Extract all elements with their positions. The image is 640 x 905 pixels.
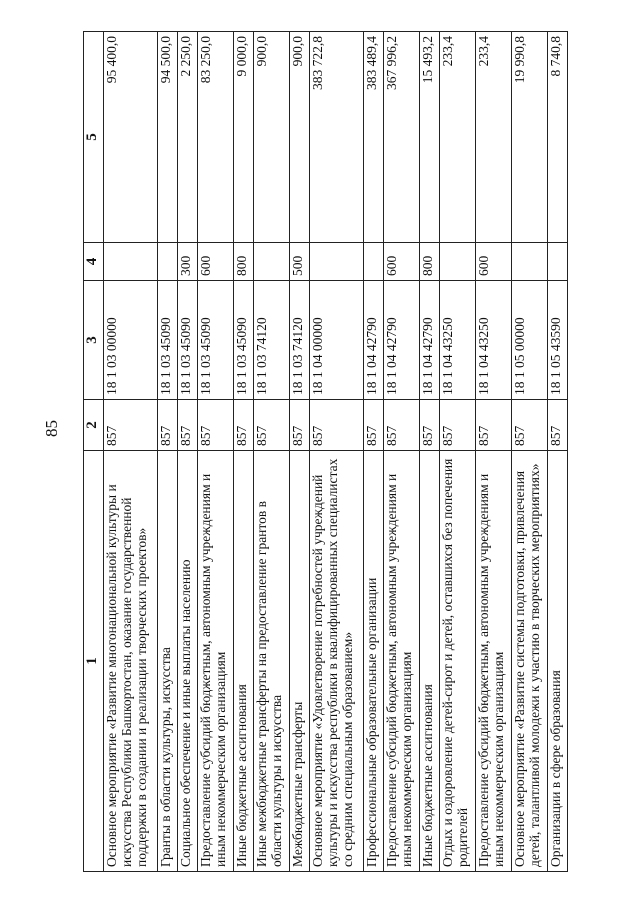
row-name: Гранты в области культуры, искусства — [158, 451, 178, 872]
row-name: Основное мероприятие «Развитие многонациональной культуры и искусства Республики Башкортостан, оказание государственной поддержки в создании и реализации творческих проектов» — [104, 451, 158, 872]
row-name: Основное мероприятие «Удовлетворение потребностей учреждений культуры и искусства республики в квалифицированных специалистах со средним специальным образованием» — [310, 451, 364, 872]
row-sum: 15 493,2 — [420, 32, 440, 243]
row-name: Основное мероприятие «Развитие системы подготовки, привлечения детей, талантливой молодежи к участию в творческих мероприятиях» — [512, 451, 548, 872]
row-vr — [548, 243, 568, 281]
row-sum: 2 250,0 — [178, 32, 198, 243]
row-name: Организации в сфере образования — [548, 451, 568, 872]
row-code: 857 — [512, 400, 548, 451]
row-vr: 600 — [198, 243, 234, 281]
table-row — [254, 32, 290, 872]
table-row — [290, 32, 310, 872]
row-vr — [158, 243, 178, 281]
table-row — [310, 32, 364, 872]
header-col-3: 3 — [84, 281, 104, 400]
row-csr: 18 1 05 43590 — [548, 281, 568, 400]
row-sum: 900,0 — [254, 32, 290, 243]
row-name: Предоставление субсидий бюджетным, автономным учреждениям и иным некоммерческим организациям — [384, 451, 420, 872]
header-col-2: 2 — [84, 400, 104, 451]
row-vr: 800 — [234, 243, 254, 281]
row-name: Социальное обеспечение и иные выплаты населению — [178, 451, 198, 872]
row-sum: 900,0 — [290, 32, 310, 243]
table-row — [178, 32, 198, 872]
table-row — [384, 32, 420, 872]
table-row — [104, 32, 158, 872]
row-vr: 600 — [476, 243, 512, 281]
row-sum: 19 990,8 — [512, 32, 548, 243]
row-csr: 18 1 04 42790 — [384, 281, 420, 400]
row-name: Иные бюджетные ассигнования — [234, 451, 254, 872]
table-row — [198, 32, 234, 872]
row-sum: 94 500,0 — [158, 32, 178, 243]
row-code: 857 — [198, 400, 234, 451]
row-code: 857 — [178, 400, 198, 451]
row-code: 857 — [420, 400, 440, 451]
row-vr — [104, 243, 158, 281]
row-vr — [364, 243, 384, 281]
row-name: Отдых и оздоровление детей-сирот и детей, оставшихся без попечения родителей — [440, 451, 476, 872]
row-code: 857 — [476, 400, 512, 451]
row-vr: 600 — [384, 243, 420, 281]
table-row — [364, 32, 384, 872]
row-code: 857 — [234, 400, 254, 451]
table-row — [476, 32, 512, 872]
row-csr: 18 1 04 43250 — [440, 281, 476, 400]
row-csr: 18 1 03 74120 — [254, 281, 290, 400]
row-name: Предоставление субсидий бюджетным, автономным учреждениям и иным некоммерческим организациям — [198, 451, 234, 872]
row-sum: 367 996,2 — [384, 32, 420, 243]
header-col-1: 1 — [84, 451, 104, 872]
row-name: Профессиональные образовательные организации — [364, 451, 384, 872]
row-vr — [512, 243, 548, 281]
row-sum: 383 722,8 — [310, 32, 364, 243]
row-sum: 95 400,0 — [104, 32, 158, 243]
row-vr: 500 — [290, 243, 310, 281]
row-vr — [310, 243, 364, 281]
header-col-5: 5 — [84, 32, 104, 243]
table-row — [512, 32, 548, 872]
row-name: Межбюджетные трансферты — [290, 451, 310, 872]
row-sum: 233,4 — [440, 32, 476, 243]
row-vr — [440, 243, 476, 281]
row-csr: 18 1 04 42790 — [364, 281, 384, 400]
page-number: 85 — [42, 420, 61, 437]
row-name: Иные межбюджетные трансферты на предоставление грантов в области культуры и искусства — [254, 451, 290, 872]
row-code: 857 — [254, 400, 290, 451]
table-row — [420, 32, 440, 872]
row-csr: 18 1 03 74120 — [290, 281, 310, 400]
row-csr: 18 1 03 45090 — [178, 281, 198, 400]
row-csr: 18 1 04 00000 — [310, 281, 364, 400]
row-sum: 383 489,4 — [364, 32, 384, 243]
row-csr: 18 1 03 45090 — [234, 281, 254, 400]
row-code: 857 — [440, 400, 476, 451]
row-vr: 300 — [178, 243, 198, 281]
row-code: 857 — [104, 400, 158, 451]
header-col-4: 4 — [84, 243, 104, 281]
table-row — [158, 32, 178, 872]
rotated-table-wrapper — [83, 32, 568, 872]
row-code: 857 — [548, 400, 568, 451]
row-csr: 18 1 04 42790 — [420, 281, 440, 400]
row-code: 857 — [384, 400, 420, 451]
header-row — [84, 32, 104, 872]
table-row — [234, 32, 254, 872]
row-sum: 233,4 — [476, 32, 512, 243]
row-vr — [254, 243, 290, 281]
row-vr: 800 — [420, 243, 440, 281]
row-name: Иные бюджетные ассигнования — [420, 451, 440, 872]
row-sum: 8 740,8 — [548, 32, 568, 243]
row-code: 857 — [290, 400, 310, 451]
row-code: 857 — [310, 400, 364, 451]
row-csr: 18 1 05 00000 — [512, 281, 548, 400]
row-sum: 9 000,0 — [234, 32, 254, 243]
row-name: Предоставление субсидий бюджетным, автономным учреждениям и иным некоммерческим организациям — [476, 451, 512, 872]
budget-table — [83, 31, 568, 872]
row-code: 857 — [364, 400, 384, 451]
row-code: 857 — [158, 400, 178, 451]
table-row — [548, 32, 568, 872]
row-csr: 18 1 03 45090 — [198, 281, 234, 400]
table-row — [440, 32, 476, 872]
row-csr: 18 1 03 45090 — [158, 281, 178, 400]
row-csr: 18 1 04 43250 — [476, 281, 512, 400]
row-sum: 83 250,0 — [198, 32, 234, 243]
row-csr: 18 1 03 00000 — [104, 281, 158, 400]
